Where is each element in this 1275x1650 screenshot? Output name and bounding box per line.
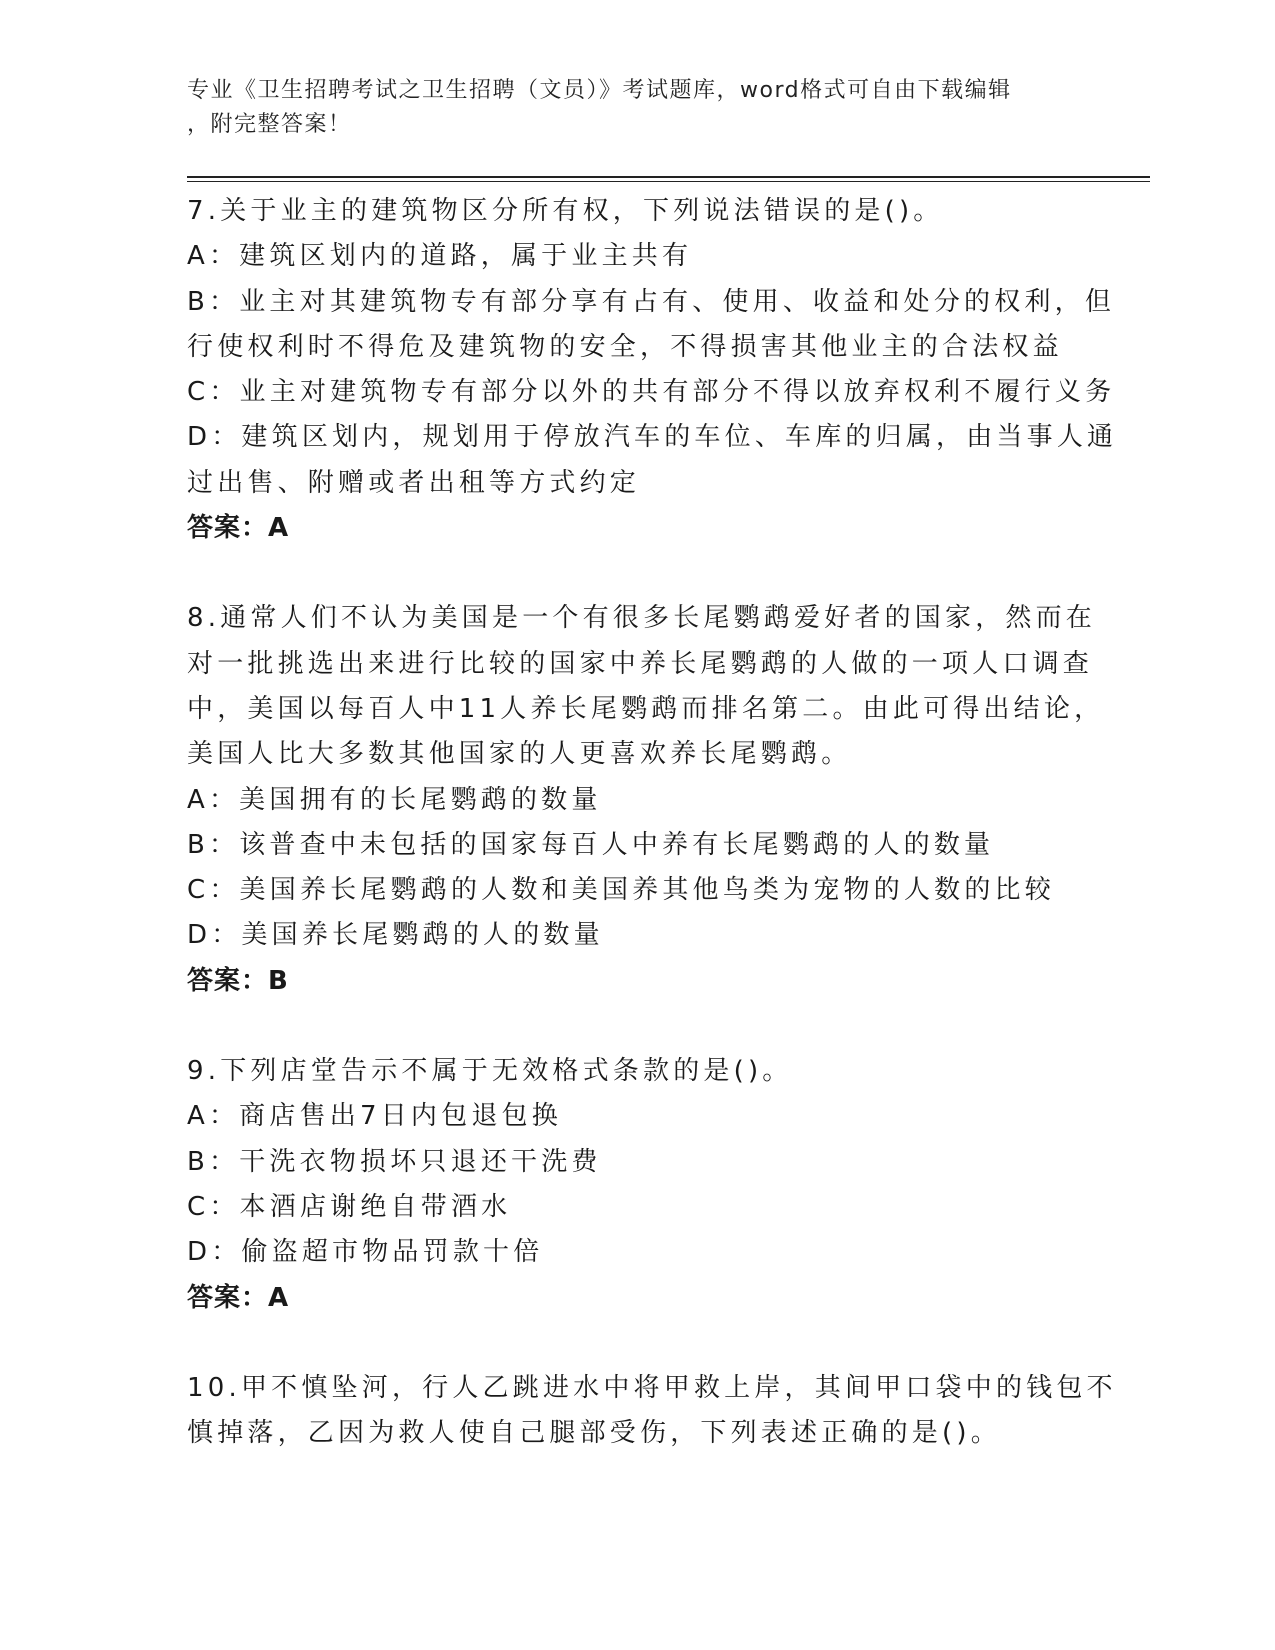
question-text-continued: 对一批挑选出来进行比较的国家中养长尾鹦鹉的人做的一项人口调查	[187, 648, 1094, 679]
question-spacer	[187, 1321, 1067, 1366]
option-d: D：美国养长尾鹦鹉的人的数量	[187, 920, 604, 951]
question-text: 7.关于业主的建筑物区分所有权，下列说法错误的是()。	[187, 196, 944, 226]
document-header	[187, 74, 1067, 142]
header-divider-thick	[187, 176, 1150, 178]
question-9	[187, 1049, 1067, 1321]
option-d: D：建筑区划内，规划用于停放汽车的车位、车库的归属，由当事人通	[187, 422, 1118, 453]
answer-label: 答案：A	[187, 513, 290, 544]
option-b: B：业主对其建筑物专有部分享有占有、使用、收益和处分的权利，但	[187, 286, 1116, 317]
option-a: A：商店售出7日内包退包换	[187, 1101, 562, 1132]
question-text: 8.通常人们不认为美国是一个有很多长尾鹦鹉爱好者的国家，然而在	[187, 603, 1097, 634]
question-list	[187, 189, 1118, 1456]
option-c: C：业主对建筑物专有部分以外的共有部分不得以放弃权利不履行义务	[187, 377, 1116, 408]
option-c: C：美国养长尾鹦鹉的人数和美国养其他鸟类为宠物的人数的比较	[187, 875, 1055, 906]
answer-label: 答案：B	[187, 965, 289, 996]
header-line-1: 专业《卫生招聘考试之卫生招聘（文员）》考试题库，word格式可自由下载编辑	[187, 78, 1012, 103]
option-b-continued: 行使权利时不得危及建筑物的安全，不得损害其他业主的合法权益	[187, 331, 1063, 362]
question-text: 10.甲不慎坠河，行人乙跳进水中将甲救上岸，其间甲口袋中的钱包不	[187, 1372, 1117, 1403]
question-text-continued: 中，美国以每百人中11人养长尾鹦鹉而排名第二。由此可得出结论，	[187, 693, 1105, 724]
question-10	[187, 1366, 1117, 1457]
answer-label: 答案：A	[187, 1282, 290, 1313]
question-spacer	[187, 1004, 1067, 1049]
option-d-continued: 过出售、附赠或者出租等方式约定	[187, 467, 641, 498]
question-text: 9.下列店堂告示不属于无效格式条款的是()。	[187, 1056, 793, 1087]
question-spacer	[187, 551, 1067, 596]
option-d: D：偷盗超市物品罚款十倍	[187, 1237, 544, 1268]
header-divider-thin	[187, 181, 1150, 182]
option-b: B：干洗衣物损坏只退还干洗费	[187, 1146, 602, 1177]
question-text-continued: 慎掉落，乙因为救人使自己腿部受伤，下列表述正确的是()。	[187, 1418, 1001, 1449]
option-b: B：该普查中未包括的国家每百人中养有长尾鹦鹉的人的数量	[187, 829, 995, 860]
question-8	[187, 596, 1105, 1004]
question-7	[187, 189, 1118, 551]
header-line-2: ，附完整答案！	[187, 112, 352, 137]
option-a: A：建筑区划内的道路，属于业主共有	[187, 241, 693, 272]
option-c: C：本酒店谢绝自带酒水	[187, 1191, 512, 1222]
option-a: A：美国拥有的长尾鹦鹉的数量	[187, 784, 602, 815]
question-text-continued: 美国人比大多数其他国家的人更喜欢养长尾鹦鹉。	[187, 739, 852, 770]
